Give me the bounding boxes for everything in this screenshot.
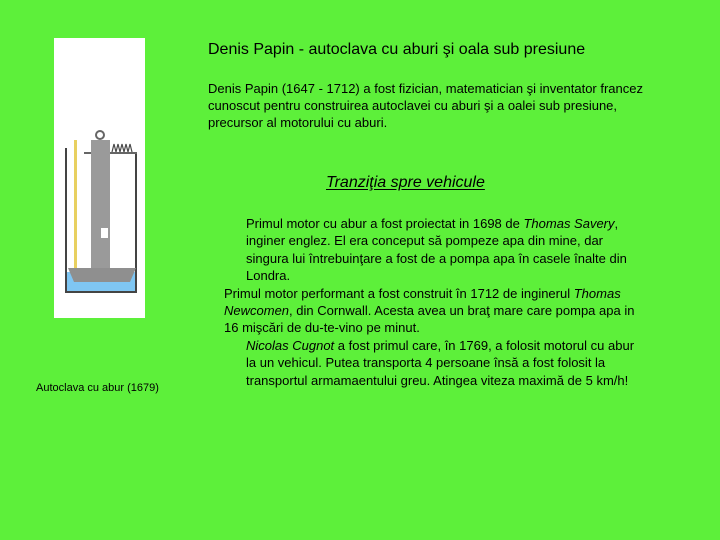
paragraph-savery: Primul motor cu abur a fost proiectat in 1698 de Thomas Savery, inginer englez. El era conceput să pompeze apa din mine, dar singura lui întrebuinţare a fost de a pompa apa în casele înalte din Londra. — [246, 216, 627, 284]
figure-caption: Autoclava cu abur (1679) — [36, 382, 159, 394]
person-name: Nicolas Cugnot — [246, 337, 335, 353]
spring — [112, 144, 132, 152]
body-text — [224, 215, 644, 389]
piston-cylinder — [91, 140, 110, 268]
vessel-base — [65, 291, 137, 293]
piston-notch — [101, 228, 108, 238]
vessel-left-wall — [65, 148, 67, 292]
person-name: Thomas Newcomen — [224, 285, 621, 319]
vessel-funnel — [68, 268, 136, 282]
section-title: Tranziţia spre vehicule — [326, 174, 485, 191]
paragraph-newcomen: Primul motor performant a fost construit în 1712 de inginerul Thomas Newcomen, din Cornwall. Acesta avea un braţ mare care pompa apa in 16 mişcări de du-te-vino pe minut. — [224, 285, 635, 336]
page-title: Denis Papin - autoclava cu aburi şi oala sub presiune — [208, 41, 586, 58]
autoclave-figure — [54, 38, 145, 318]
valve-ring — [96, 131, 104, 139]
vessel-right-wall — [135, 152, 137, 292]
paragraph-cugnot: Nicolas Cugnot a fost primul care, în 1769, a folosit motorul cu abur la un vehicul. Putea transporta 4 persoane însă a fost folosit la transportul armamaentului greu. Atingea viteza maximă de 5 km/h! — [246, 337, 635, 388]
person-name: Thomas Savery — [523, 216, 615, 231]
intro-paragraph: Denis Papin (1647 - 1712) a fost fizician, matematician şi inventator francez cunoscut pentru construirea autoclavei cu aburi şi a oalei sub presiune, precursor al motorului cu aburi. — [208, 81, 643, 130]
yellow-rod — [74, 140, 77, 275]
